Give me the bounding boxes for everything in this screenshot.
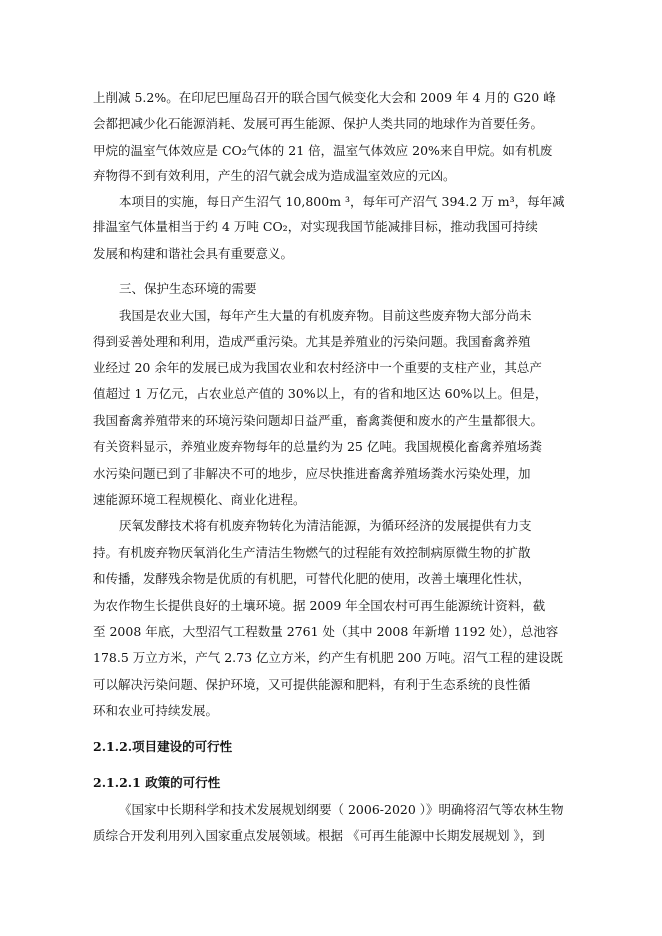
section-heading: 三、保护生态环境的需要 bbox=[119, 281, 257, 296]
p5-line-1: 《国家中长期科学和技术发展规划纲要（ 2006-2020 ）》明确将沼气等农林生物 bbox=[119, 802, 564, 817]
p4-line-2: 持。有机废弃物厌氧消化生产清洁生物燃气的过程能有效控制病原微生物的扩散 bbox=[93, 545, 531, 560]
p1-line-2: 会都把减少化石能源消耗、发展可再生能源、保护人类共同的地球作为首要任务。 bbox=[93, 116, 544, 131]
p3-line-5: 我国畜禽养殖带来的环境污染问题却日益严重，畜禽粪便和废水的产生量都很大。 bbox=[93, 413, 544, 428]
p4-line-3: 和传播，发酵残余物是优质的有机肥，可替代化肥的使用，改善土壤理化性状， bbox=[93, 571, 531, 586]
p1-line-1: 上削减 5.2%。在印尼巴厘岛召开的联合国气候变化大会和 2009 年 4 月的 G20 峰 bbox=[93, 90, 556, 105]
heading-2-1-2: 2.1.2.项目建设的可行性 bbox=[93, 739, 233, 754]
p4-line-7: 可以解决污染问题、保护环境，又可提供能源和肥料，有利于生态系统的良性循 bbox=[93, 677, 531, 692]
p1-line-4: 弃物得不到有效利用，产生的沼气就会成为造成温室效应的元凶。 bbox=[93, 168, 456, 183]
p3-line-3: 业经过 20 余年的发展已成为我国农业和农村经济中一个重要的支柱产业，其总产 bbox=[93, 360, 542, 375]
p5-line-2: 质综合开发利用列入国家重点发展领域。根据 《可再生能源中长期发展规划 》，到 bbox=[93, 828, 545, 843]
p4-line-1: 厌氧发酵技术将有机废弃物转化为清洁能源，为循环经济的发展提供有力支 bbox=[119, 518, 532, 533]
p2-line-2: 排温室气体量相当于约 4 万吨 CO₂，对实现我国节能减排目标，推动我国可持续 bbox=[93, 219, 538, 234]
p1-line-3: 甲烷的温室气体效应是 CO₂气体的 21 倍，温室气体效应 20%来自甲烷。如有机废 bbox=[93, 143, 553, 158]
p4-line-4: 为农作物生长提供良好的土壤环境。据 2009 年全国农村可再生能源统计资料，截 bbox=[93, 598, 546, 613]
p2-line-1: 本项目的实施，每日产生沼气 10,800m ³，每年可产沼气 394.2 万 m³，每年减 bbox=[119, 194, 565, 209]
p3-line-6: 有关资料显示，养殖业废弃物每年的总量约为 25 亿吨。我国规模化畜禽养殖场粪 bbox=[93, 439, 542, 454]
p3-line-1: 我国是农业大国，每年产生大量的有机废弃物。目前这些废弃物大部分尚未 bbox=[119, 308, 532, 323]
p2-line-3: 发展和构建和谐社会具有重要意义。 bbox=[93, 246, 294, 261]
p3-line-2: 得到妥善处理和利用，造成严重污染。尤其是养殖业的污染问题。我国畜禽养殖 bbox=[93, 334, 531, 349]
p4-line-5: 至 2008 年底，大型沼气工程数量 2761 处（其中 2008 年新增 1192 处），总池容 bbox=[93, 624, 559, 639]
heading-2-1-2-1: 2.1.2.1 政策的可行性 bbox=[93, 775, 221, 790]
p4-line-8: 环和农业可持续发展。 bbox=[93, 703, 219, 718]
p3-line-4: 值超过 1 万亿元，占农业总产值的 30%以上，有的省和地区达 60%以上。但是， bbox=[93, 386, 548, 401]
p4-line-6: 178.5 万立方米，产气 2.73 亿立方米，约产生有机肥 200 万吨。沼气工程的建设既 bbox=[93, 650, 563, 665]
p3-line-8: 速能源环境工程规模化、商业化进程。 bbox=[93, 492, 306, 507]
p3-line-7: 水污染问题已到了非解决不可的地步，应尽快推进畜禽养殖场粪水污染处理，加 bbox=[93, 466, 531, 481]
